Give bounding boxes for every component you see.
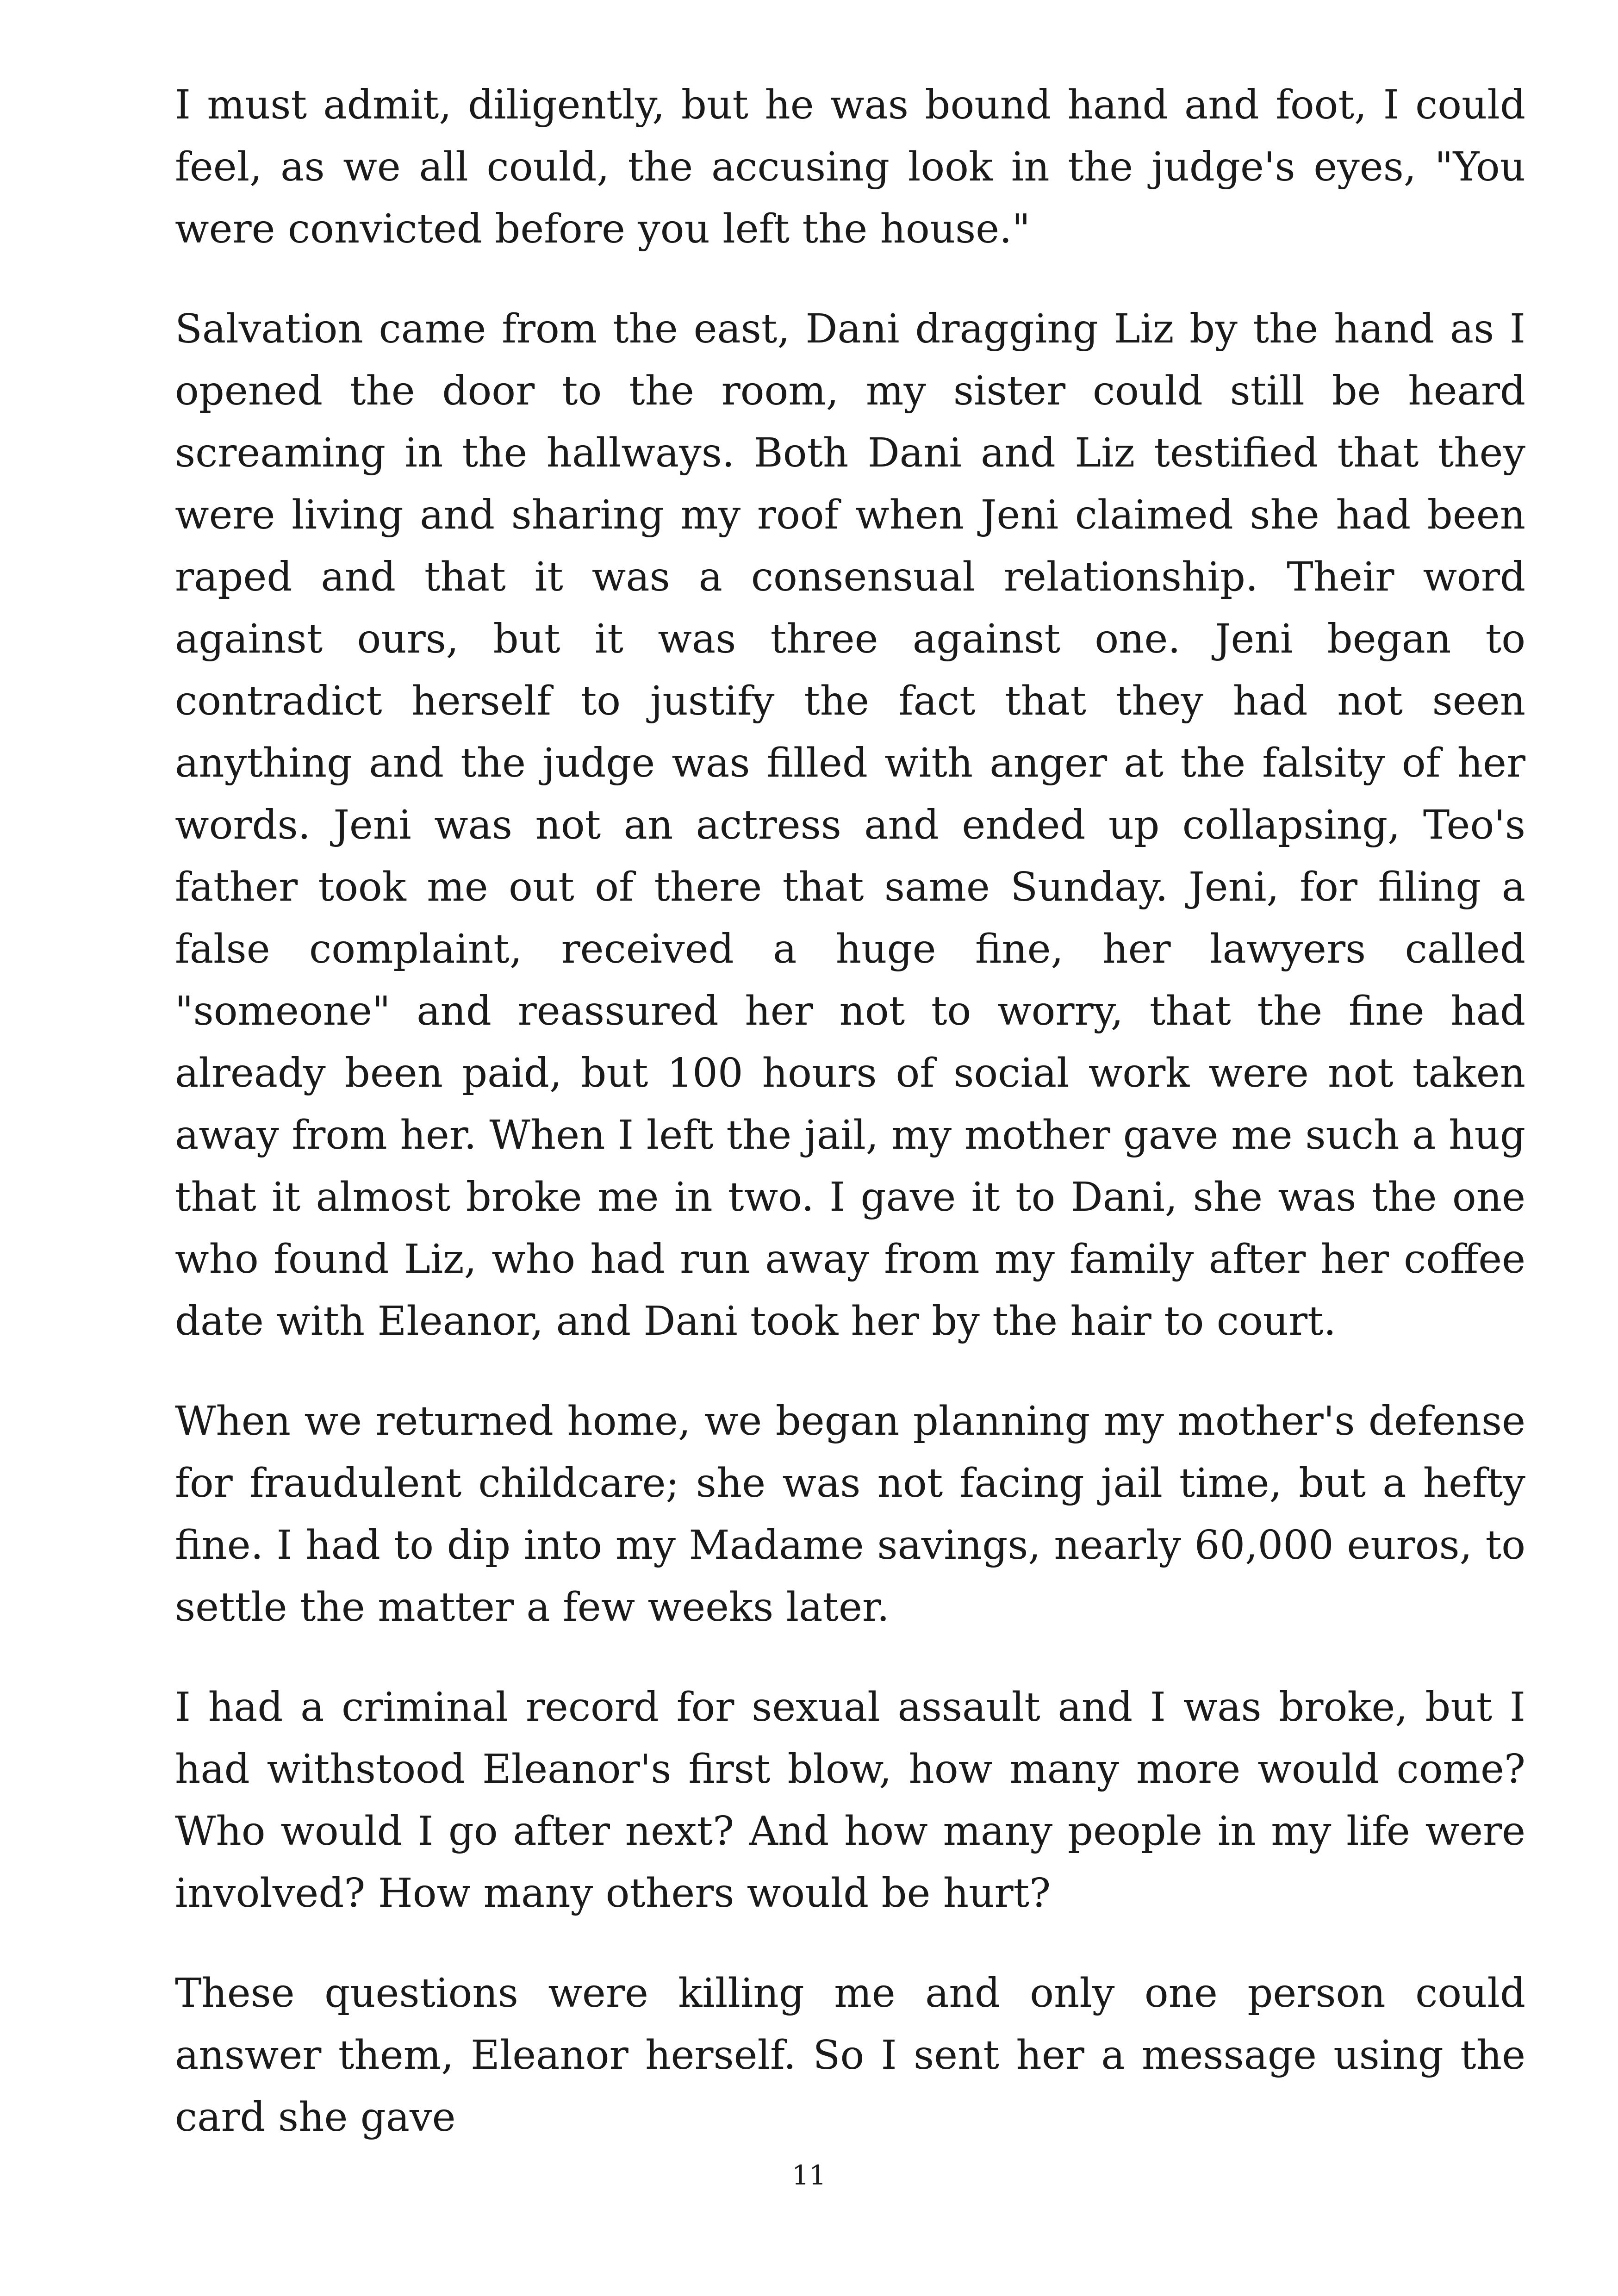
paragraph-4: I had a criminal record for sexual assault and I was broke, but I had withstood Eleanor's first blow, how many more would come? Who would I go after next? And how many people in my life were involved? How many others would be hurt? bbox=[175, 1684, 1525, 1916]
body-text bbox=[175, 74, 1525, 2186]
page-number: 11 bbox=[792, 2159, 826, 2191]
paragraph-2: Salvation came from the east, Dani dragging Liz by the hand as I opened the door to the room, my sister could still be heard screaming in the hallways. Both Dani and Liz testified that they were living and sharing my roof when Jeni claimed she had been raped and that it was a consensual relationship. Their word against ours, but it was three against one. Jeni began to contradict herself to justify the fact that they had not seen anything and the judge was filled with anger at the falsity of her words. Jeni was not an actress and ended up collapsing, Teo's father took me out of there that same Sunday. Jeni, for filing a false complaint, received a huge fine, her lawyers called "someone" and reassured her not to worry, that the fine had already been paid, but 100 hours of social work were not taken away from her. When I left the jail, my mother gave me such a hug that it almost broke me in two. I gave it to Dani, she was the one who found Liz, who had run away from my family after her coffee date with Eleanor, and Dani took her by the hair to court. bbox=[175, 306, 1525, 1344]
paragraph-5: These questions were killing me and only one person could answer them, Eleanor herself. So I sent her a message using the card she gave bbox=[175, 1970, 1525, 2140]
paragraph-3: When we returned home, we began planning my mother's defense for fraudulent childcare; she was not facing jail time, but a hefty fine. I had to dip into my Madame savings, nearly 60,000 euros, to settle the matter a few weeks later. bbox=[175, 1398, 1525, 1630]
paragraph-1: I must admit, diligently, but he was bound hand and foot, I could feel, as we all could, the accusing look in the judge's eyes, "You were convicted before you left the house." bbox=[175, 82, 1525, 252]
